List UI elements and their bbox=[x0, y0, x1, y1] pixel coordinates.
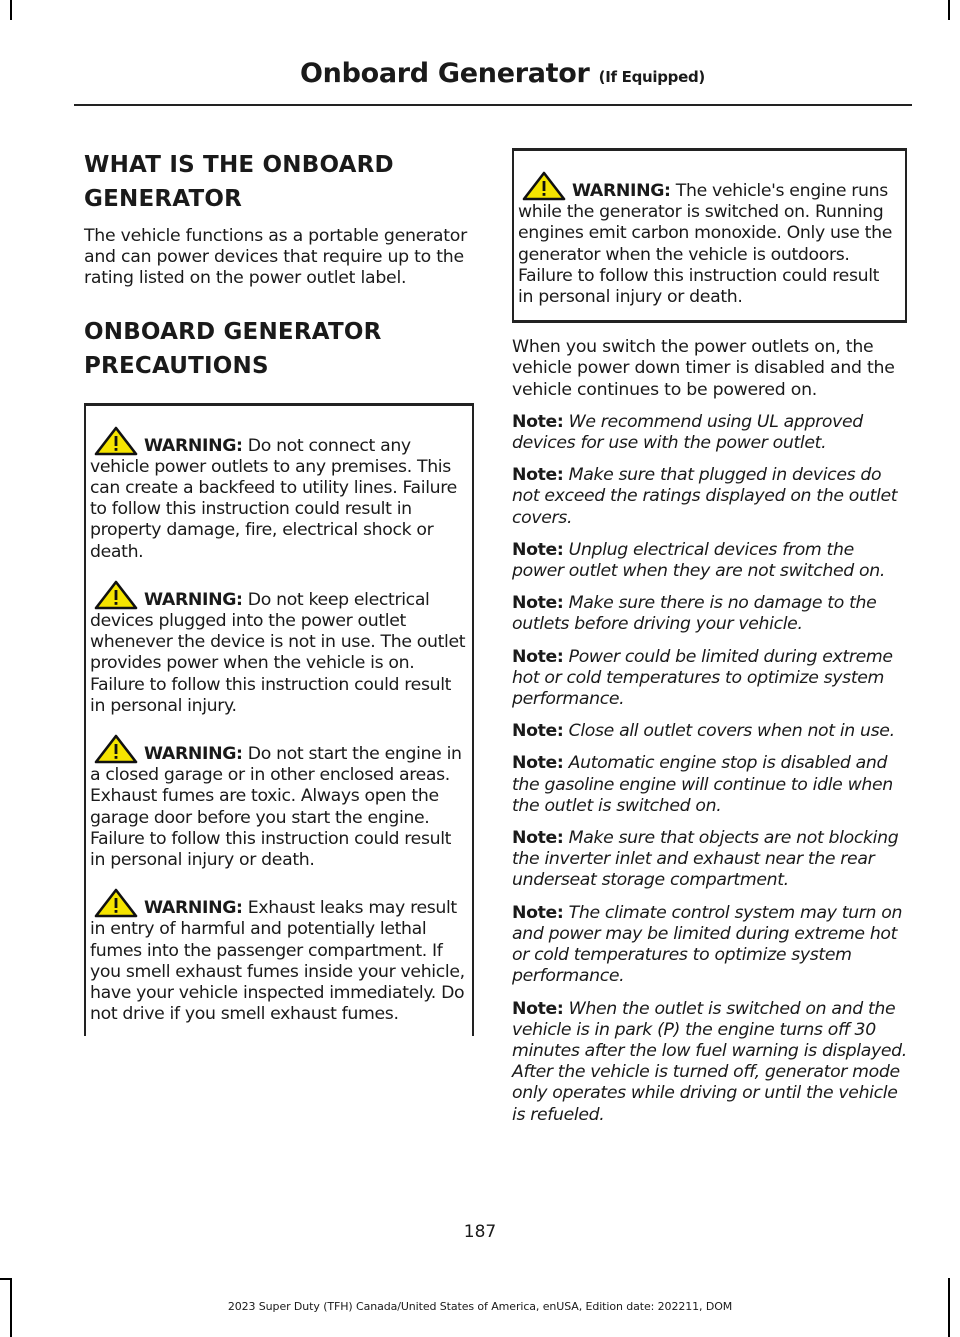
heading-line: GENERATOR bbox=[84, 186, 243, 212]
crop-mark-top-left bbox=[10, 0, 12, 20]
note-item bbox=[512, 412, 907, 454]
note-text: Close all outlet covers when not in use. bbox=[568, 721, 895, 742]
warning-box bbox=[84, 403, 474, 1036]
note-text: Make sure that objects are not blocking the inverter inlet and exhaust near the rear underseat storage compartment. bbox=[512, 828, 899, 891]
warning-triangle-icon bbox=[94, 426, 138, 456]
crop-mark-top-right bbox=[948, 0, 950, 20]
note-text: Power could be limited during extreme hot or cold temperatures to optimize system performance. bbox=[512, 646, 893, 710]
warning-item bbox=[90, 580, 466, 717]
note-text: Make sure that plugged in devices do not exceed the ratings displayed on the outlet covers. bbox=[512, 465, 898, 528]
header-subtitle: (If Equipped) bbox=[598, 68, 705, 86]
left-column bbox=[84, 148, 474, 1036]
note-item bbox=[512, 828, 907, 892]
warning-triangle-icon bbox=[94, 734, 138, 764]
section-heading-precautions bbox=[84, 315, 474, 383]
warning-label: WARNING: bbox=[144, 744, 243, 765]
note-label: Note: bbox=[512, 539, 564, 560]
note-label: Note: bbox=[512, 465, 564, 486]
note-item bbox=[512, 721, 907, 742]
page-number: 187 bbox=[463, 1222, 497, 1242]
note-label: Note: bbox=[512, 721, 564, 742]
note-item bbox=[512, 647, 907, 711]
warning-text: Exhaust leaks may result in entry of harmful and potentially lethal fumes into the passenger compartment. If you smell exhaust fumes inside your vehicle, have your vehicle inspected immediately. Do not drive if you smell exhaust fumes. bbox=[90, 898, 465, 1025]
warning-item bbox=[518, 171, 899, 308]
note-label: Note: bbox=[512, 646, 564, 667]
note-label: Note: bbox=[512, 753, 564, 774]
heading-line: ONBOARD GENERATOR bbox=[84, 318, 382, 345]
warning-item bbox=[90, 426, 466, 563]
intro-paragraph: The vehicle functions as a portable generator and can power devices that require up to the rating listed on the power outlet label. bbox=[84, 226, 467, 289]
warning-triangle-icon bbox=[522, 171, 566, 201]
warning-text: The vehicle's engine runs while the generator is switched on. Running engines emit carbon monoxide. Only use the generator when the vehicle is outdoors. Failure to follow this instruction could result in personal injury or death. bbox=[518, 181, 892, 308]
page-header-title bbox=[300, 58, 705, 89]
note-item bbox=[512, 753, 907, 817]
heading-line: PRECAUTIONS bbox=[84, 352, 269, 379]
notes-list bbox=[512, 412, 907, 1126]
warning-triangle-icon bbox=[94, 888, 138, 918]
note-text: When the outlet is switched on and the vehicle is in park (P) the engine turns off 30 minutes after the low fuel warning is displayed. After the vehicle is turned off, generator mode only operates while driving or until the vehicle is refueled. bbox=[512, 998, 907, 1125]
note-item bbox=[512, 593, 907, 635]
note-text: We recommend using UL approved devices for use with the power outlet. bbox=[512, 411, 863, 454]
note-text: Unplug electrical devices from the power outlet when they are not switched on. bbox=[512, 539, 886, 582]
warning-box bbox=[512, 148, 907, 323]
warning-text: Do not start the engine in a closed garage or in other enclosed areas. Exhaust fumes are toxic. Always open the garage door before you start the engine. Failure to follow this instruction could result in personal injury or death. bbox=[90, 744, 462, 871]
warning-item bbox=[90, 734, 466, 871]
footer-edition-info: 2023 Super Duty (TFH) Canada/United States of America, enUSA, Edition date: 202211, DOM bbox=[227, 1300, 733, 1313]
note-label: Note: bbox=[512, 902, 564, 923]
warning-item bbox=[90, 888, 466, 1025]
note-text: Make sure there is no damage to the outlets before driving your vehicle. bbox=[512, 593, 877, 635]
note-item bbox=[512, 903, 907, 988]
warning-triangle-icon bbox=[94, 580, 138, 610]
power-timer-paragraph: When you switch the power outlets on, the vehicle power down timer is disabled and the vehicle continues to be powered on. bbox=[512, 337, 895, 400]
note-text: Automatic engine stop is disabled and the gasoline engine will continue to idle when the outlet is switched on. bbox=[512, 753, 893, 816]
note-item bbox=[512, 999, 907, 1126]
note-label: Note: bbox=[512, 828, 564, 849]
warning-text: Do not keep electrical devices plugged into the power outlet whenever the device is not in use. The outlet provides power when the vehicle is on. Failure to follow this instruction could result in personal injury. bbox=[90, 589, 466, 716]
heading-line: WHAT IS THE ONBOARD bbox=[84, 152, 394, 178]
header-divider bbox=[74, 104, 912, 106]
note-item bbox=[512, 465, 907, 529]
note-text: The climate control system may turn on and power may be limited during extreme hot or cold temperatures to optimize system performance. bbox=[512, 902, 903, 987]
header-title-text: Onboard Generator bbox=[300, 58, 590, 89]
warning-text: Do not connect any vehicle power outlets to any premises. This can create a backfeed to utility lines. Failure to follow this instruction could result in property damage, fire, electrical shock or death. bbox=[90, 435, 457, 562]
warning-label: WARNING: bbox=[572, 181, 671, 201]
warning-label: WARNING: bbox=[144, 589, 243, 610]
warning-label: WARNING: bbox=[144, 435, 243, 456]
note-label: Note: bbox=[512, 411, 564, 432]
section-heading-what-is bbox=[84, 148, 474, 216]
note-item bbox=[512, 540, 907, 582]
note-label: Note: bbox=[512, 593, 564, 614]
crop-mark-bottom-left-h bbox=[0, 1278, 12, 1280]
warning-label: WARNING: bbox=[144, 898, 243, 919]
note-label: Note: bbox=[512, 998, 564, 1019]
right-column bbox=[512, 148, 907, 1137]
